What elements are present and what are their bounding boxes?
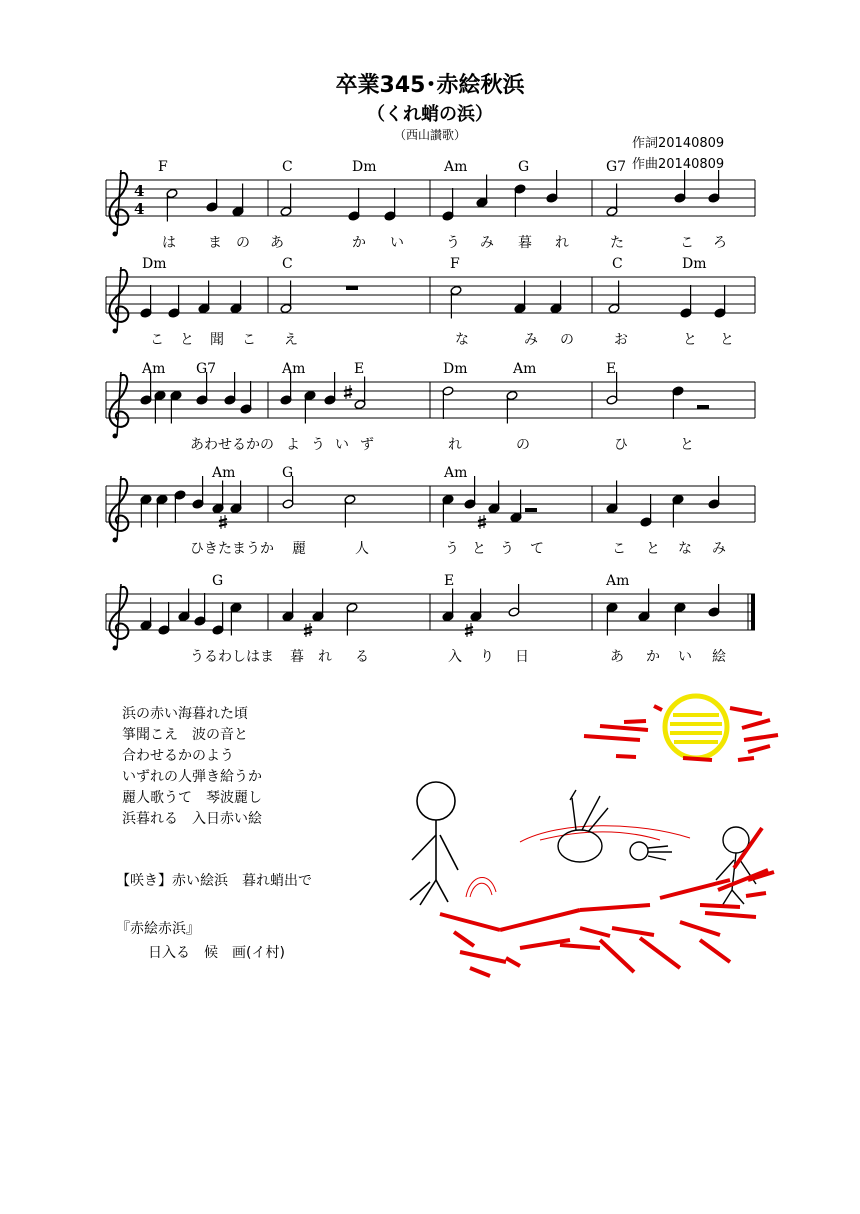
lyric-syllable: あ — [270, 235, 284, 251]
poem-line: 箏聞こえ 波の音と — [122, 727, 248, 743]
lyric-syllable: 絵 — [712, 649, 726, 665]
lyric-syllable: よ — [286, 437, 300, 453]
lyric-syllable: あ — [610, 649, 624, 665]
chord-symbol: G7 — [606, 159, 627, 175]
lyric-syllable: 人 — [355, 541, 369, 557]
chord-symbol: E — [606, 361, 617, 377]
lyric-syllable: た — [610, 235, 624, 251]
lyric-syllable: な — [678, 541, 692, 557]
lyric-syllable: は — [162, 235, 176, 251]
lyric-syllable: と — [680, 437, 694, 453]
chord-symbol: G — [518, 159, 530, 175]
lyric-syllable: ひきたまうか — [190, 541, 274, 557]
lyric-syllable: れ — [448, 437, 462, 453]
lyric-syllable: て — [530, 541, 544, 557]
lyric-syllable: り — [480, 649, 494, 665]
chord-symbol: Dm — [682, 256, 707, 272]
lyric-syllable: う — [445, 541, 459, 557]
lyric-syllable: お — [614, 332, 628, 348]
poem-line: 浜の赤い海暮れた頃 — [122, 706, 248, 722]
chord-symbol: Am — [142, 361, 166, 377]
lyric-syllable: こ — [612, 541, 626, 557]
chord-symbol: E — [444, 573, 455, 589]
lyric-syllable: ろ — [713, 235, 727, 251]
lyric-syllable: か — [646, 649, 660, 665]
chord-symbol: F — [158, 159, 168, 175]
lyric-syllable: こ — [680, 235, 694, 251]
chord-symbol: C — [282, 256, 293, 272]
lyricist-credit: 作詞20140809 — [632, 136, 725, 151]
lyric-syllable: 聞 — [210, 332, 224, 348]
poem-line: 麗人歌うて 琴波麗し — [122, 790, 262, 806]
poem-line: 合わせるかのよう — [122, 748, 234, 764]
lyric-syllable: こ — [150, 332, 164, 348]
chord-symbol: Am — [513, 361, 537, 377]
lyric-syllable: の — [560, 332, 574, 348]
lyric-syllable: の — [516, 437, 530, 453]
chord-symbol: Dm — [142, 256, 167, 272]
chord-symbol: G — [212, 573, 224, 589]
lyric-syllable: こ — [242, 332, 256, 348]
lyric-syllable: れ — [318, 649, 332, 665]
lyric-syllable: 麗 — [292, 541, 306, 557]
lyric-syllable: 入 — [448, 649, 462, 665]
lyric-syllable: い — [390, 235, 404, 251]
chord-symbol: E — [354, 361, 365, 377]
chord-symbol: F — [450, 256, 460, 272]
painting-caption: 日入る 候 画(イ村) — [148, 945, 285, 961]
lyric-syllable: る — [355, 649, 369, 665]
sun-icon — [665, 696, 727, 758]
lyric-syllable: い — [678, 649, 692, 665]
lyric-syllable: 暮 — [290, 649, 304, 665]
lyric-syllable: れ — [555, 235, 569, 251]
lyric-syllable: い — [335, 437, 349, 453]
chord-symbol: G — [282, 465, 294, 481]
lyric-syllable: と — [646, 541, 660, 557]
chord-symbol: Am — [444, 159, 468, 175]
lyric-syllable: 暮 — [518, 235, 532, 251]
lyric-syllable: う — [446, 235, 460, 251]
lyric-syllable: と — [472, 541, 486, 557]
song-title: 卒業345･赤絵秋浜 — [335, 73, 525, 98]
chord-symbol: Am — [282, 361, 306, 377]
saki-line: 【咲き】赤い絵浜 暮れ蛸出で — [116, 873, 312, 889]
lyric-syllable: ま — [208, 235, 222, 251]
lyric-syllable: う — [500, 541, 514, 557]
lyric-syllable: うるわしはま — [190, 649, 274, 665]
composer-credit: 作曲20140809 — [632, 157, 725, 172]
lyric-syllable: み — [712, 541, 726, 557]
song-subtitle: （くれ蛸の浜） — [367, 104, 493, 125]
ball-icon — [630, 842, 672, 860]
painting-title: 『赤絵赤浜』 — [116, 921, 200, 937]
lyric-syllable: み — [524, 332, 538, 348]
chord-symbol: G7 — [196, 361, 217, 377]
chord-symbol: Dm — [352, 159, 377, 175]
poem-line: 浜暮れる 入日赤い絵 — [122, 811, 262, 827]
lyric-syllable: と — [180, 332, 194, 348]
chord-symbol: C — [612, 256, 623, 272]
chord-symbol: Am — [212, 465, 236, 481]
chord-symbol: Am — [606, 573, 630, 589]
lyric-syllable: と — [683, 332, 697, 348]
lyric-syllable: え — [284, 332, 298, 348]
chord-symbol: Dm — [443, 361, 468, 377]
lyric-syllable: な — [455, 332, 469, 348]
chord-symbol: Am — [444, 465, 468, 481]
lyric-syllable: の — [236, 235, 250, 251]
chord-symbol: C — [282, 159, 293, 175]
lyric-syllable: 日 — [515, 649, 529, 665]
time-signature-bottom: 4 — [134, 200, 145, 218]
stick-figure-left — [410, 782, 458, 905]
time-signature-top: 4 — [134, 182, 145, 200]
lyric-syllable: あわせるかの — [190, 437, 274, 453]
lyric-syllable: う — [311, 437, 325, 453]
lyric-syllable: と — [720, 332, 734, 348]
lyric-syllable: み — [480, 235, 494, 251]
lyric-syllable: か — [352, 235, 366, 251]
arranger-note: （西山讃歌） — [393, 128, 466, 142]
poem-line: いずれの人弾き給うか — [122, 769, 262, 785]
lyric-syllable: ひ — [614, 437, 628, 453]
lyric-syllable: ず — [360, 437, 374, 453]
